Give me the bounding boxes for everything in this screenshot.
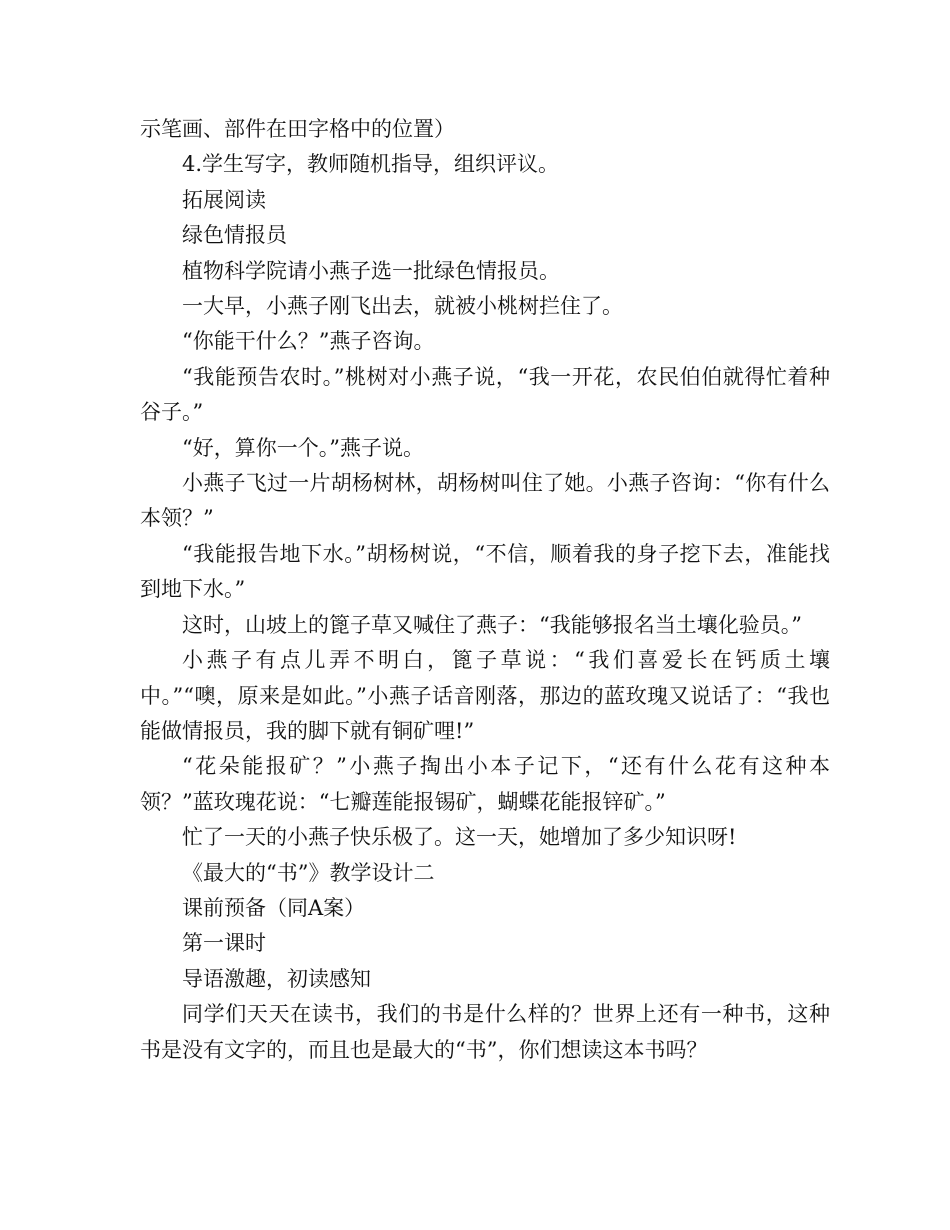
paragraph-8: “我能预告农时。”桃树对小燕子说，“我一开花，农民伯伯就得忙着种谷子。” (140, 364, 830, 425)
paragraph-20: 同学们天天在读书，我们的书是什么样的？世界上还有一种书，这种书是没有文字的，而且也是最大的“书”，你们想读这本书吗？ (140, 1002, 830, 1062)
paragraph-13: 小燕子有点儿弄不明白，篦子草说：“我们喜爱长在钙质土壤中。”“噢，原来是如此。”小燕子话音刚落，那边的蓝玫瑰又说话了：“我也能做情报员，我的脚下就有铜矿哩!” (140, 648, 830, 743)
section-heading-design-two: 《最大的“书”》教学设计二 (182, 860, 435, 885)
paragraph-11: “我能报告地下水。”胡杨树说，“不信，顺着我的身子挖下去，准能找到地下水。” (140, 541, 830, 602)
paragraph-2: 4.学生写字，教师随机指导，组织评议。 (182, 152, 560, 177)
document-body (140, 112, 830, 1068)
paragraph-17: 课前预备（同A案） (182, 895, 366, 920)
paragraph-7: “你能干什么？”燕子咨询。 (182, 329, 435, 354)
paragraph-10: 小燕子飞过一片胡杨树林，胡杨树叫住了她。小燕子咨询：“你有什么本领？” (140, 471, 830, 531)
paragraph-5: 植物科学院请小燕子选一批绿色情报员。 (182, 258, 560, 283)
paragraph-9: “好，算你一个。”燕子说。 (182, 435, 424, 460)
paragraph-15: 忙了一天的小燕子快乐极了。这一天，她增加了多少知识呀! (182, 825, 737, 850)
section-heading-first-lesson: 第一课时 (182, 931, 266, 956)
paragraph-14: “花朵能报矿？”小燕子掏出小本子记下，“还有什么花有这种本领？”蓝玫瑰花说：“七瓣莲能报锡矿，蝴蝶花能报锌矿。” (140, 754, 830, 814)
section-heading-intro: 导语激趣，初读感知 (182, 966, 371, 991)
story-title: 绿色情报员 (182, 223, 287, 248)
section-heading-extended-reading: 拓展阅读 (182, 187, 266, 212)
paragraph-12: 这时，山坡上的篦子草又喊住了燕子：“我能够报名当土壤化验员。” (182, 612, 802, 637)
paragraph-6: 一大早，小燕子刚飞出去，就被小桃树拦住了。 (182, 294, 623, 319)
paragraph-1: 示笔画、部件在田字格中的位置） (140, 117, 455, 141)
